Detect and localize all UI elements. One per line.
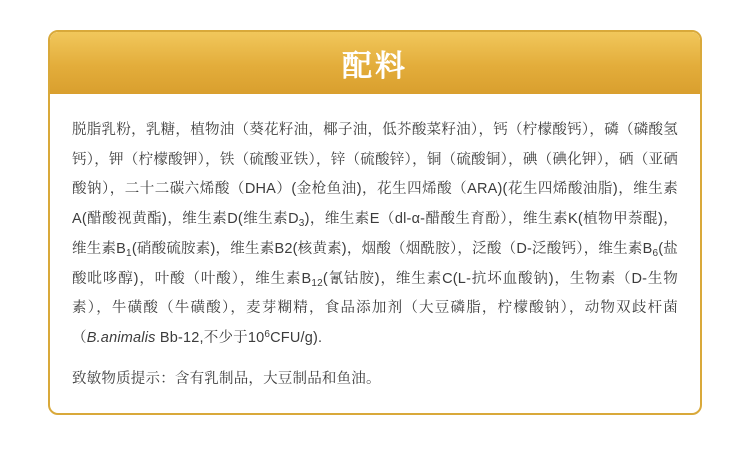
- card-body: [50, 94, 700, 413]
- allergen-note: 致敏物质提示：含有乳制品，大豆制品和鱼油。: [72, 370, 381, 387]
- ingredients-run: CFU/g).: [270, 330, 323, 347]
- page-title: 配料: [342, 50, 408, 83]
- ingredients-run: (盐酸吡哆醇)，叶酸（叶酸），维生素B: [72, 240, 678, 287]
- ingredients-run: (硝酸硫胺素)，维生素B2(核黄素)，烟酸（烟酰胺），泛酸（D-泛酸钙），维生素B: [131, 240, 653, 257]
- ingredients-run: (氰钴胺)，维生素C(L-抗坏血酸钠)，生物素（D-生物素），牛磺酸（牛磺酸），麦芽糊精，食品添加剂（大豆磷脂，柠檬酸钠），动物双歧杆菌（: [72, 270, 678, 347]
- ingredients-run: Bb-12,不少于10: [155, 330, 265, 347]
- ingredients-run: 3: [298, 218, 305, 230]
- card-header: [50, 32, 700, 94]
- ingredients-card: [48, 30, 702, 415]
- ingredients-run: 脱脂乳粉，乳糖，植物油（葵花籽油，椰子油，低芥酸菜籽油），钙（柠檬酸钙），磷（磷酸氢钙），钾（柠檬酸钾），铁（硫酸亚铁），锌（硫酸锌），铜（硫酸铜），碘（碘化钾），硒（亚硒酸钠），二十二碳六烯酸（DHA）(金枪鱼油)，花生四烯酸（ARA)(花生四烯酸油脂)，维生素A(醋酸视黄酯)，维生素D(维生素D: [72, 122, 678, 228]
- ingredients-run: 6: [264, 329, 271, 341]
- ingredients-run: 1: [126, 247, 132, 259]
- ingredients-run: 6: [652, 247, 659, 259]
- ingredients-run: B.animalis: [86, 330, 156, 347]
- ingredients-run: 12: [311, 277, 323, 289]
- ingredients-run: )，维生素E（dl-α-醋酸生育酚），维生素K(植物甲萘醌)，维生素B: [72, 211, 678, 257]
- ingredients-text: [72, 116, 678, 354]
